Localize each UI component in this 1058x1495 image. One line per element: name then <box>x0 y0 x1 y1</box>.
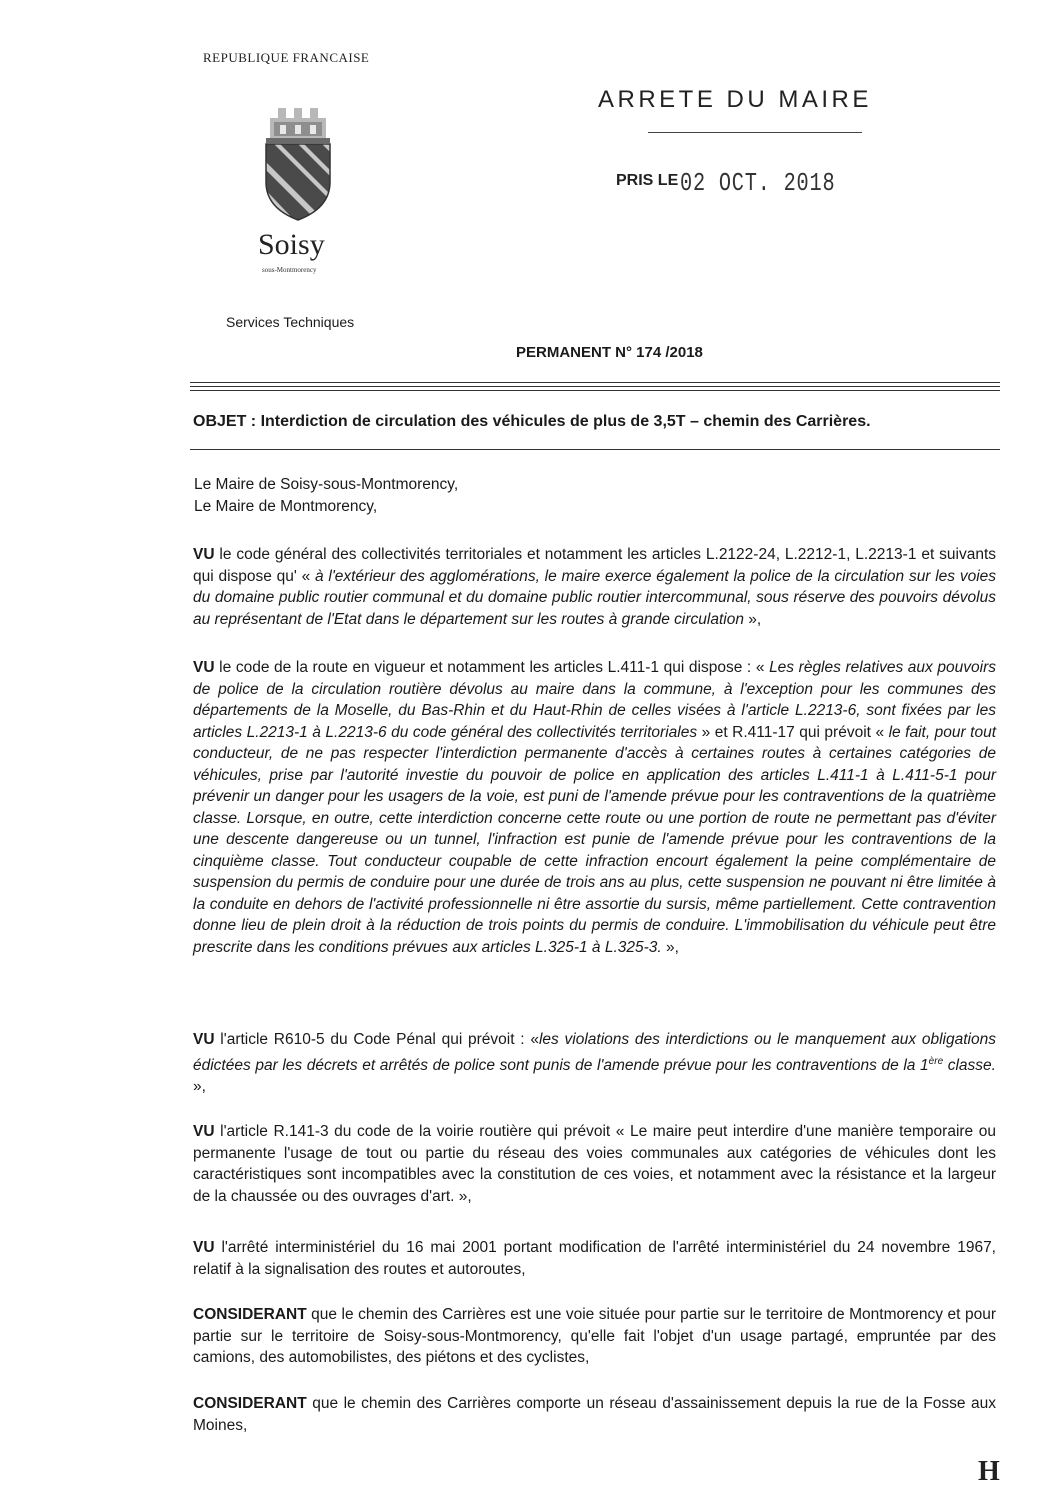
vu-paragraph <box>193 1237 996 1280</box>
separator-rule <box>190 449 1000 450</box>
department-label: Services Techniques <box>226 314 355 330</box>
issued-date-stamp: 02 OCT. 2018 <box>680 168 836 198</box>
town-subname: sous-Montmorency <box>262 266 317 274</box>
paragraph-quote: Les règles relatives aux pouvoirs de police de la circulation routière dévolus au maire dans la commune, à l'exception pour les communes des départements de la Moselle, du Bas-Rhin et du Haut-Rhin de celles visées à l'article L.2213-6, sont fixées par les articles L.2213-1 à L.2213-6 du code général des collectivités territoriales <box>193 659 996 741</box>
vu-paragraph <box>193 657 996 958</box>
paragraph-lead: VU <box>193 546 215 563</box>
vu-paragraph <box>193 1029 996 1098</box>
paragraph-lead: CONSIDERANT <box>193 1306 307 1323</box>
title-underline <box>648 132 862 133</box>
vu-paragraph <box>193 544 996 630</box>
paragraph-quote: le fait, pour tout conducteur, de ne pas respecter l'interdiction permanente d'accès à certaines routes à certaines catégories de véhicules, prise par l'autorité investie du pouvoir de police en application des articles L.411-1 à L.411-5-1 pour prévenir un danger pour les usagers de la voie, est puni de l'amende prévue pour les contraventions de la quatrième classe. Lorsque, en outre, cette interdiction concerne cette route ou une portion de route ne permettant pas d'éviter une descente dangereuse ou un tunnel, l'infraction est punie de l'amende prévue pour les contraventions de la cinquième classe. Tout conducteur coupable de cette infraction encourt également la peine complémentaire de suspension du permis de conduire pour une durée de trois ans au plus, cette suspension ne pouvant ni être limitée à la conduite en dehors de l'activité professionnelle ni être assortie du sursis, même partiellement. Cette contravention donne lieu de plein droit à la réduction de trois points du permis de conduire. L'immobilisation du véhicule peut être prescrite dans les conditions prévues aux articles L.325-1 à L.325-3. <box>193 723 997 956</box>
paragraph-text: le code général des collectivités territoriales et notamment les articles L.2122-24, L.2212-1, L.2213-1 et suivants qui dispose qu' « <box>193 546 996 585</box>
paragraph-text: » et R.411-17 qui prévoit « <box>697 723 889 741</box>
paragraph-text: », <box>193 1078 206 1096</box>
paragraph-lead: CONSIDERANT <box>193 1395 307 1412</box>
separator-rule <box>190 386 1000 387</box>
paragraph-text: le code de la route en vigueur et notamment les articles L.411-1 qui dispose : « <box>214 659 770 676</box>
permanent-number: PERMANENT N° 174 /2018 <box>516 344 703 361</box>
handwritten-initials: H <box>978 1456 1000 1487</box>
paragraph-quote: classe. <box>943 1056 996 1074</box>
paragraph-text: l'article R.141-3 du code de la voirie routière qui prévoit « Le maire peut interdire d'une manière temporaire ou permanente l'usage de tout ou partie du réseau des voies communales aux catégories de véhicules dont les caractéristiques sont incompatibles avec la constitution de ces voies, et notamment avec la résistance et la largeur de la chaussée ou des ouvrages d'art. », <box>193 1123 996 1205</box>
paragraph-text: », <box>661 938 679 956</box>
paragraph-text: que le chemin des Carrières comporte un réseau d'assainissement depuis la rue de la Fosse aux Moines, <box>193 1395 996 1434</box>
decree-subject: OBJET : Interdiction de circulation des véhicules de plus de 3,5T – chemin des Carrières. <box>193 413 871 430</box>
paragraph-text: que le chemin des Carrières est une voie située pour partie sur le territoire de Montmorency et pour partie sur le territoire de Soisy-sous-Montmorency, qu'elle fait l'objet d'un usage partagé, empruntée par des camions, des automobilistes, des piétons et des cyclistes, <box>193 1306 996 1366</box>
considerant-paragraph <box>193 1393 996 1436</box>
paragraph-text: l'article R610-5 du Code Pénal qui prévoit : « <box>214 1031 539 1048</box>
vu-paragraph <box>193 1121 996 1207</box>
paragraph-lead: VU <box>193 1239 215 1256</box>
republic-heading: REPUBLIQUE FRANCAISE <box>203 50 370 65</box>
ordinal-suffix: ère <box>928 1055 944 1067</box>
paragraph-text: l'arrêté interministériel du 16 mai 2001 portant modification de l'arrêté interministériel du 24 novembre 1967, relatif à la signalisation des routes et autoroutes, <box>193 1239 996 1278</box>
paragraph-lead: VU <box>193 1031 215 1048</box>
separator-rule <box>190 382 1000 383</box>
greeting-line: Le Maire de Soisy-sous-Montmorency, <box>194 476 459 493</box>
paragraph-quote: à l'extérieur des agglomérations, le maire exerce également la police de la circulation sur les voies du domaine public routier communal et du domaine public routier intercommunal, sous réserve des pouvoirs dévolus au représentant de l'Etat dans le département sur les routes à grande circulation <box>193 567 997 628</box>
town-name: Soisy <box>258 228 325 261</box>
town-coat-of-arms-icon <box>258 104 338 224</box>
decree-title: ARRETE DU MAIRE <box>598 86 872 113</box>
paragraph-quote: les violations des interdictions ou le manquement aux obligations édictées par les décrets et arrêtés de police sont punis de l'amende prévue pour les contraventions de la 1 <box>193 1031 996 1074</box>
issued-label: PRIS LE <box>616 172 679 189</box>
paragraph-lead: VU <box>193 659 215 676</box>
greeting-line: Le Maire de Montmorency, <box>194 498 378 515</box>
considerant-paragraph <box>193 1304 996 1369</box>
paragraph-text: », <box>743 610 762 628</box>
separator-rule <box>190 390 1000 391</box>
paragraph-lead: VU <box>193 1123 215 1140</box>
